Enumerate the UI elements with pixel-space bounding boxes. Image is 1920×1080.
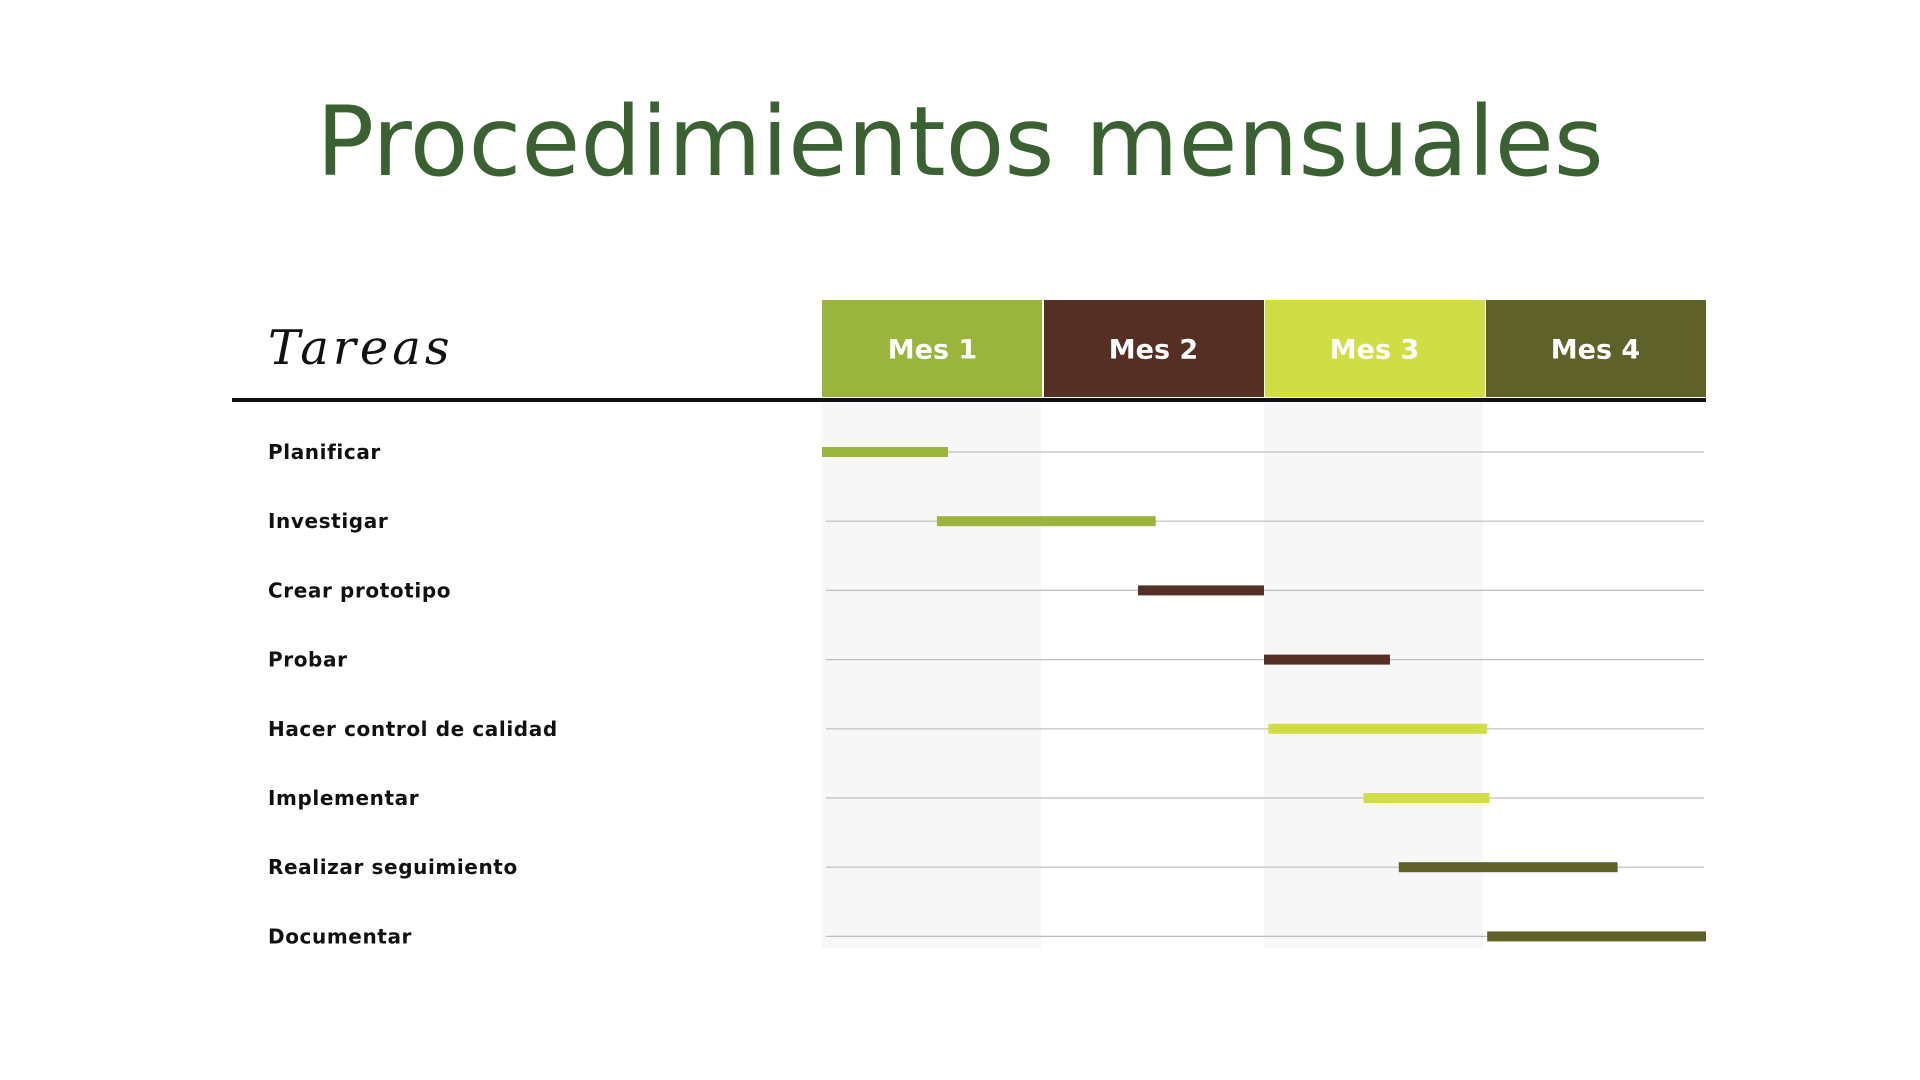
task-bar[interactable] — [1487, 931, 1706, 941]
task-label: Documentar — [268, 924, 412, 949]
header-rule — [232, 398, 1706, 402]
task-bar[interactable] — [1264, 655, 1390, 665]
task-label: Planificar — [268, 440, 381, 464]
task-bar[interactable] — [1138, 585, 1264, 595]
month-column-shade — [822, 400, 1041, 948]
task-bar[interactable] — [822, 447, 948, 457]
page-title: Procedimientos mensuales — [316, 86, 1604, 198]
month-header-label: Mes 1 — [887, 334, 978, 366]
month-header-label: Mes 2 — [1108, 334, 1199, 366]
task-label: Probar — [268, 647, 348, 672]
task-bar[interactable] — [1268, 724, 1487, 734]
month-header-label: Mes 3 — [1329, 334, 1420, 366]
task-label: Investigar — [268, 509, 389, 534]
task-bar[interactable] — [937, 516, 1156, 526]
month-header-label: Mes 4 — [1550, 334, 1641, 366]
tasks-heading: Tareas — [268, 320, 454, 376]
task-label: Hacer control de calidad — [268, 716, 558, 741]
task-bar[interactable] — [1363, 793, 1489, 803]
task-label: Realizar seguimiento — [268, 855, 518, 880]
task-label: Crear prototipo — [268, 578, 452, 603]
task-bar[interactable] — [1399, 862, 1618, 872]
task-label: Implementar — [268, 786, 420, 810]
